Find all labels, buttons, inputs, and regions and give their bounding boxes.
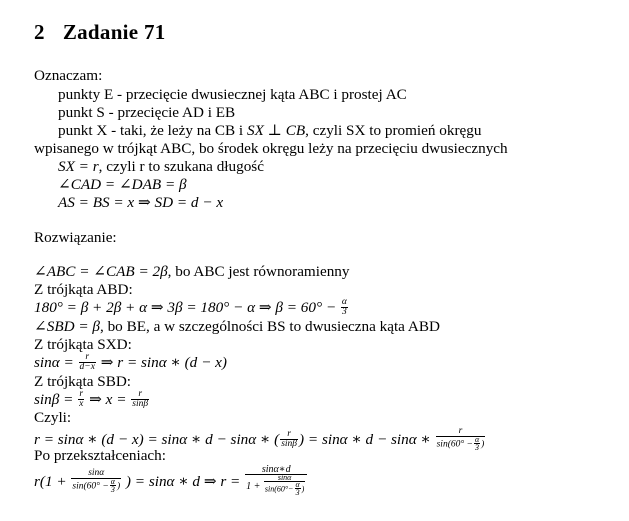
frac-den: sinβ (281, 439, 298, 449)
sol-tri-abd: Z trójkąta ABD: (34, 281, 133, 298)
def-point-s: punkt S - przecięcie AD i EB (58, 104, 236, 121)
sxd-lhs: sinα = (34, 354, 74, 371)
sol-tri-sxd: Z trójkąta SXD: (34, 336, 132, 353)
frac-den: sinβ (132, 399, 149, 410)
def-lengths: AS = BS = x ⇒ SD = d − x (58, 194, 224, 211)
frac-den: x (79, 399, 84, 410)
sol-sbd-text: , bo BE, a w szczególności BS to dwusieczna kąta ABD (99, 318, 440, 335)
sol-sbd-eq (34, 391, 150, 410)
def-point-x-text-a: punkt X - taki, że leży na CB i (58, 122, 247, 139)
frac-num: α (110, 477, 115, 486)
frac-den (264, 481, 305, 497)
sol-angle-sum (34, 299, 349, 318)
sbd-mid: ⇒ x = (89, 391, 127, 408)
def-point-e: punkty E - przecięcie dwusiecznej kąta ABC i prostej AC (58, 86, 407, 103)
frac-num: r (458, 426, 463, 436)
sol-tri-sbd: Z trójkąta SBD: (34, 373, 132, 390)
frac-num: r (287, 429, 291, 439)
sol-czyli: Czyli: (34, 409, 72, 426)
frac-num: r (138, 389, 143, 400)
section-heading (34, 20, 166, 45)
sol-isosceles-math: ∠ABC = ∠CAB = 2β (34, 263, 168, 280)
sol-isosceles-text: , bo ABC jest równoramienny (167, 263, 350, 280)
frac-num: α (295, 480, 300, 489)
def-point-x (58, 122, 481, 140)
sol-sxd-eq (34, 354, 227, 373)
frac-den (436, 436, 486, 452)
alpha-over-three (294, 481, 300, 496)
def-sx-math: SX = r (58, 158, 99, 175)
alpha-over-three (474, 436, 480, 451)
sxd-rhs: ⇒ r = sinα ∗ (d − x) (100, 354, 227, 371)
frac-den: 3 (295, 488, 300, 497)
section-title: Zadanie 71 (62, 20, 166, 44)
frac-num: sinα (277, 473, 292, 482)
solution-intro: Rozwiązanie: (34, 229, 117, 246)
frac-num: r (79, 389, 84, 400)
frac-num: r (85, 352, 90, 363)
sin-alpha-over-sin-60 (71, 469, 121, 494)
frac-den: 3 (342, 307, 347, 318)
final-a: r(1 + (34, 472, 67, 490)
frac-den (71, 478, 121, 494)
sol-sbd (34, 318, 440, 336)
final-b: ) = sinα ∗ d ⇒ r = (125, 472, 241, 490)
def-sx (58, 158, 264, 176)
frac-den: 3 (110, 485, 115, 494)
den-b: ) (116, 481, 121, 492)
def-point-x-text-b: , czyli SX to promień okręgu (305, 122, 482, 139)
den-a: sin(60° − (72, 481, 109, 492)
inner-den-b: ) (301, 484, 305, 494)
sol-po: Po przekształceniach: (34, 447, 166, 464)
final-result-fraction (245, 465, 307, 498)
inner-den-a: sin(60°− (264, 484, 294, 494)
def-point-x-cont: wpisanego w trójkąt ABC, bo środek okręgu leży na przecięciu dwusiecznych (34, 140, 508, 157)
big-den-a: 1 + (246, 480, 261, 492)
def-point-x-math: SX ⊥ CB (246, 122, 306, 139)
frac-den: 3 (475, 443, 480, 452)
sol-isosceles (34, 263, 349, 281)
section-number: 2 (34, 20, 45, 44)
sol-final-eq (34, 466, 308, 499)
frac-den: d−x (79, 362, 95, 373)
sbd-lhs: sinβ = (34, 391, 74, 408)
sol-angle-sum-math: 180° = β + 2β + α ⇒ 3β = 180° − α ⇒ β = 60° − (34, 299, 337, 316)
r-over-d-minus-x (79, 353, 96, 372)
r-over-sin-beta (131, 390, 149, 409)
den-b: ) (481, 439, 485, 450)
frac-num: sinα (88, 468, 105, 478)
sol-sbd-math: ∠SBD = β (34, 318, 100, 335)
den-a: sin(60° − (436, 439, 473, 450)
intro-line: Oznaczam: (34, 67, 103, 84)
r-over-sin-beta-2 (280, 430, 298, 449)
frac-den (245, 474, 307, 498)
def-sx-text: , czyli r to szukana długość (98, 158, 264, 175)
alpha-over-three (110, 478, 116, 493)
frac-num: α (474, 435, 480, 444)
frac-num: α (341, 297, 347, 308)
r-over-sin-60 (436, 427, 486, 452)
frac-num: sinα∗d (261, 464, 291, 475)
main-eq-a: r = sinα ∗ (d − x) = sinα ∗ d − sinα ∗ ( (34, 430, 280, 448)
r-over-x (78, 390, 84, 409)
alpha-over-three (341, 298, 348, 317)
main-eq-b: ) = sinα ∗ d − sinα ∗ (299, 430, 431, 448)
def-angles: ∠CAD = ∠DAB = β (58, 176, 187, 193)
inner-fraction (264, 474, 305, 497)
